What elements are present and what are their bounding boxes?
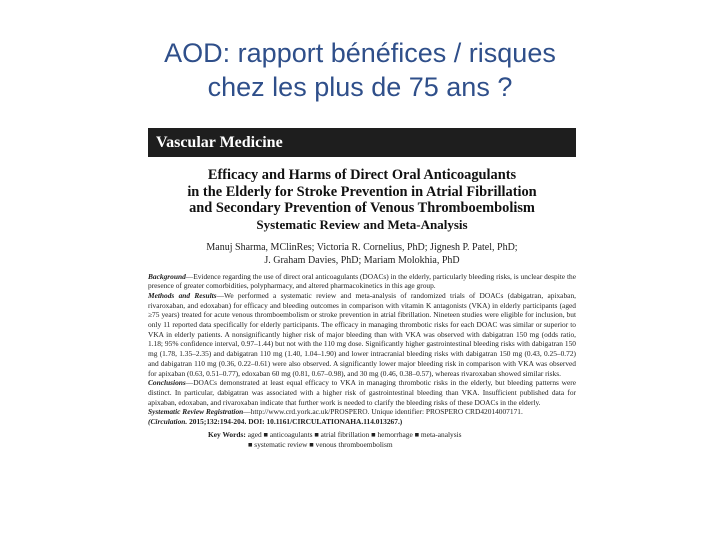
background-text: —Evidence regarding the use of direct oral anticoagulants (DOACs) in the elderly, particularly bleeding risks, is unclear despite the presence of greater comorbidities, polypharmacy, and altered pharmacokinetics in this age group.	[148, 271, 576, 291]
article-title-line-2: in the Elderly for Stroke Prevention in Atrial Fibrillation	[187, 183, 537, 200]
slide-title	[0, 36, 720, 104]
authors-line-1: Manuj Sharma, MClinRes; Victoria R. Cornelius, PhD; Jignesh P. Patel, PhD;	[206, 241, 518, 253]
citation-rest: 2015;132:194-204. DOI: 10.1161/CIRCULATIONAHA.114.013267.)	[187, 417, 403, 427]
citation	[148, 417, 576, 427]
slide-title-line-2: chez les plus de 75 ans ?	[207, 72, 513, 102]
registration-label: Systematic Review Registration	[148, 407, 244, 417]
conclusions-text: —DOACs demonstrated at least equal efficacy to VKA in managing thrombotic risks in the elderly, but bleeding patterns were distinct. In particular, dabigatran was associated with a higher risk of gastrointestinal bleeding than VKA. Insufficient published data for apixaban, edoxaban, and rivaroxaban indicate that further work is needed to clarify the bleeding risks of these DOACs in the elderly.	[148, 378, 576, 407]
key-words-row-1: aged ■ anticoagulants ■ atrial fibrillation ■ hemorrhage ■ meta-analysis	[247, 429, 462, 439]
article-title-line-1: Efficacy and Harms of Direct Oral Anticoagulants	[207, 167, 517, 183]
abstract-background	[148, 272, 576, 291]
article-image	[148, 128, 576, 449]
methods-text: —We performed a systematic review and meta-analysis of randomized trials of DOACs (dabigatran, apixaban, rivaroxaban, and edoxaban) for efficacy and bleeding outcomes in comparison with vitamin K antagonists (VKA) in elderly participants (aged ≥75 years) treated for acute venous thromboembolism or stroke prevention in atrial fibrillation. Nineteen studies were eligible for inclusion, but only 11 reported data specifically for elderly participants. The efficacy in managing thrombotic risks for each DOAC was similar or superior to VKA in elderly patients. A nonsignificantly higher risk of major bleeding than with VKA was observed with dabigatran 150 mg (odds ratio, 1.18; 95% confidence interval, 0.97–1.44) but not with the 110 mg dose. Significantly higher gastrointestinal bleeding risks with dabigatran 150 mg (1.78, 1.35–2.35) and dabigatran 110 mg (1.40, 1.04–1.90) and lower intracranial bleeding risks with dabigatran 150 mg (0.43, 0.25–0.72) and dabigatran 110 mg (0.36, 0.22–0.61) were also observed. A significantly lower major bleeding risk in comparison with VKA was observed for apixaban (0.63, 0.51–0.77), edoxaban 60 mg (0.81, 0.67–0.98), and 30 mg (0.46, 0.38–0.57), whereas rivaroxaban showed similar risks.	[148, 290, 576, 378]
authors-line-2: J. Graham Davies, PhD; Mariam Molokhia, PhD	[264, 254, 460, 266]
abstract-registration	[148, 407, 576, 417]
journal-banner: Vascular Medicine	[148, 128, 576, 157]
key-words	[148, 430, 576, 450]
citation-journal: (Circulation.	[148, 417, 188, 427]
slide-title-line-1: AOD: rapport bénéfices / risques	[164, 38, 556, 68]
registration-text: —http://www.crd.york.ac.uk/PROSPERO. Unique identifier: PROSPERO CRD42014007171.	[243, 407, 523, 417]
background-label: Background	[148, 271, 186, 281]
article-title-line-3: and Secondary Prevention of Venous Thromboembolism	[189, 200, 535, 216]
key-words-label: Key Words:	[208, 429, 246, 439]
article-title	[148, 167, 576, 217]
abstract-conclusions	[148, 378, 576, 407]
conclusions-label: Conclusions	[148, 378, 186, 388]
article-authors	[148, 241, 576, 267]
methods-label: Methods and Results	[148, 290, 217, 300]
article-subtitle: Systematic Review and Meta-Analysis	[256, 216, 468, 232]
abstract	[148, 272, 576, 427]
abstract-methods	[148, 291, 576, 378]
key-words-row-2: ■ systematic review ■ venous thromboembolism	[248, 439, 393, 449]
